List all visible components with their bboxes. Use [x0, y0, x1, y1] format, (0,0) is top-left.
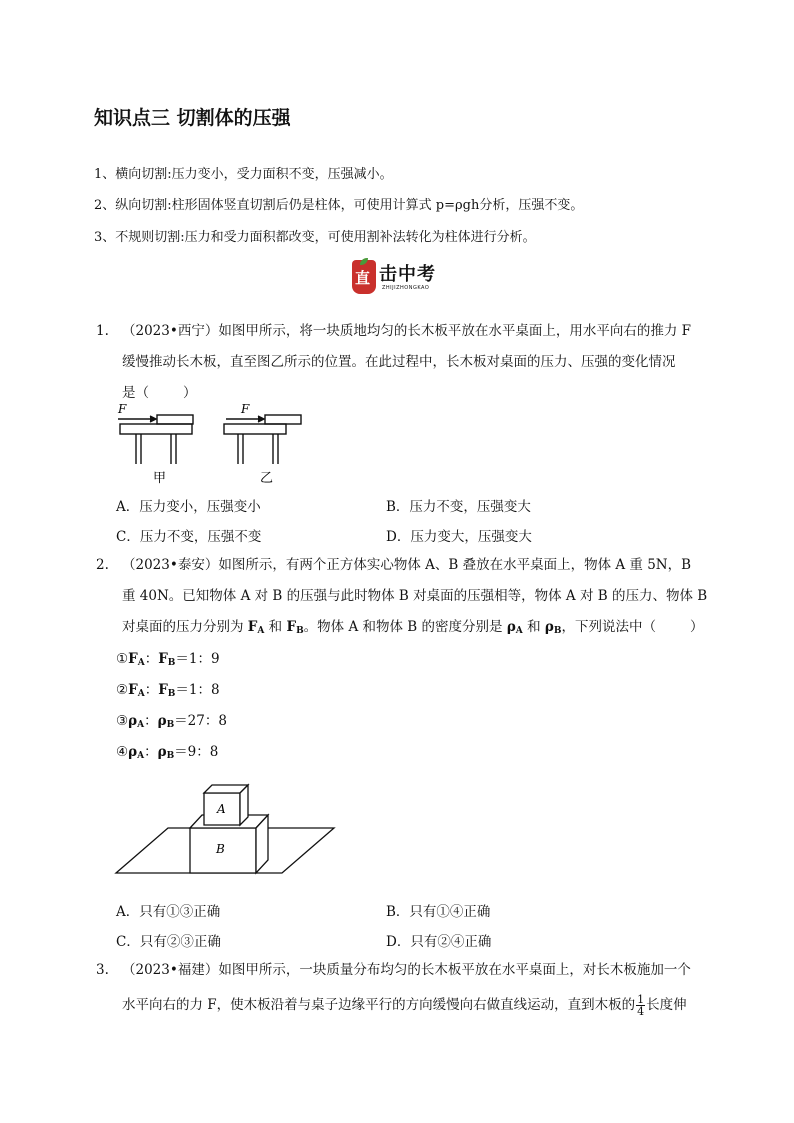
- q1-board-b: [265, 415, 301, 424]
- q1-line-3: 是（ ）: [122, 385, 197, 401]
- q1-table-top-b: [224, 424, 286, 434]
- q1-number: 1.: [96, 323, 109, 339]
- q1-option-d[interactable]: D．压力变大，压强变大: [386, 529, 532, 545]
- q2-option-b[interactable]: B．只有①④正确: [386, 904, 491, 920]
- q2-label-b: B: [216, 842, 225, 856]
- q2-option-a[interactable]: A．只有①③正确: [116, 904, 221, 920]
- q2-item-2: $②F_A$：$F_B=1$：8: [116, 682, 220, 699]
- logo-glyph: 直: [355, 269, 371, 287]
- q2-figure: [112, 773, 342, 878]
- q1-option-c[interactable]: C．压力不变，压强不变: [116, 529, 262, 545]
- page-title: 知识点三 切割体的压强: [94, 107, 291, 129]
- q1-option-a[interactable]: A．压力变小，压强变小: [116, 499, 261, 515]
- q2-line-1: （2023•泰安）如图所示，有两个正方体实心物体 A、B 叠放在水平桌面上，物体 A 重 5N，B: [122, 557, 692, 573]
- q2-line-3: 对桌面的压力分别为 $F_A$ 和 $F_B$。物体 A 和物体 B 的密度分别是 $\rho_A$ 和 $\rho_B$，下列说法中（ ）: [122, 619, 704, 636]
- q2-option-c[interactable]: C．只有②③正确: [116, 934, 221, 950]
- q3-line-1: （2023•福建）如图甲所示，一块质量分布均匀的长木板平放在水平桌面上，对长木板施加一个: [122, 962, 691, 978]
- q1-table-top-a: [120, 424, 192, 434]
- knowledge-point-2: 2、纵向切割:柱形固体竖直切割后仍是柱体，可使用计算式 p=ρgh分析，压强不变。: [94, 198, 584, 213]
- q1-label-yi: 乙: [260, 471, 274, 486]
- q1-label-jia: 甲: [153, 471, 167, 486]
- q2-item-3: $③\rho_A$：$\rho_B=27$：8: [116, 713, 227, 730]
- q2-option-d[interactable]: D．只有②④正确: [386, 934, 492, 950]
- q2-number: 2.: [96, 557, 109, 573]
- brand-logo: [352, 256, 442, 298]
- logo-text: 击中考: [379, 264, 436, 285]
- q3-line-2: 水平向右的力 F，使木板沿着与桌子边缘平行的方向缓慢向右做直线运动，直到木板的 $\frac{1}{4}$ 长度伸: [122, 993, 687, 1018]
- q2-item-1: $①F_A$：$F_B=1$：9: [116, 651, 220, 668]
- knowledge-point-1: 1、横向切割:压力变小，受力面积不变，压强减小。: [94, 167, 393, 182]
- q2-line-2: 重 40N。已知物体 A 对 B 的压强与此时物体 B 对桌面的压强相等，物体 A 对 B 的压力、物体 B: [122, 588, 708, 604]
- q2-label-a: A: [217, 802, 226, 816]
- q1-force-label-a: F: [118, 402, 127, 416]
- logo-subtext: ZHIJIZHONGKAO: [382, 285, 430, 291]
- q1-line-2: 缓慢推动长木板，直至图乙所示的位置。在此过程中，长木板对桌面的压力、压强的变化情况: [122, 354, 676, 370]
- q1-option-b[interactable]: B．压力不变，压强变大: [386, 499, 531, 515]
- q1-figure: [112, 400, 312, 490]
- q2-item-4: $④\rho_A$：$\rho_B=9$：8: [116, 744, 219, 761]
- q1-force-label-b: F: [241, 402, 250, 416]
- q1-line-1: （2023•西宁）如图甲所示，将一块质地均匀的长木板平放在水平桌面上，用水平向右的推力 F: [122, 323, 691, 339]
- q3-number: 3.: [96, 962, 109, 978]
- q1-board-a: [157, 415, 193, 424]
- knowledge-point-3: 3、不规则切割:压力和受力面积都改变，可使用割补法转化为柱体进行分析。: [94, 230, 536, 245]
- q3-fraction: $\frac{1}{4}$: [637, 993, 645, 1018]
